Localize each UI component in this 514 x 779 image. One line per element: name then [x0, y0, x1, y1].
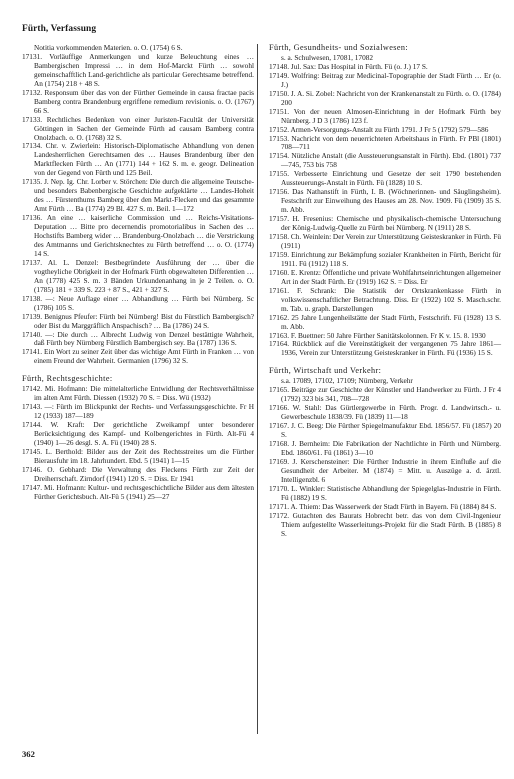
bibliography-entry: 17157. H. Fresenius: Chemische und physikalisch-chemische Untersuchung der König-Ludwig-Quelle zu Fürth bei Nürnberg. N (1911) 28 S. [269, 214, 501, 233]
bibliography-entry: 17166. W. Stahl: Das Gürtlergewerbe in Fürth. Progr. d. Landwirtsch.- u. Gewerbeschule 1838/39. Fü (1839) 11—18 [269, 403, 501, 422]
column-divider [257, 44, 258, 734]
page-number: 362 [22, 749, 35, 759]
bibliography-entry: 17144. W. Kraft: Der gerichtliche Zweikampf unter besonderer Berücksichtigung des Kampf- und Kolbengerichtes in Fürth. Alt-Fü 4 (1940) 1—26 desgl. S. A. Fü (1940) 28 S. [22, 420, 254, 447]
see-also-gesundheitswesen: s. a. Schulwesen, 17081, 17082 [281, 52, 374, 62]
bibliography-entry: 17147. Mi. Hofmann: Kultur- und rechtsgeschichtliche Bilder aus dem ältesten Fürther Gerichtsbuch. Alt-Fü 5 (1941) 25—27 [22, 482, 254, 501]
bibliography-entry: 17159. Einrichtung zur Bekämpfung sozialer Krankheiten in Fürth, Bericht für 1911. Fü (1912) 118 S. [269, 249, 501, 268]
gesundheitswesen-entries [269, 63, 501, 358]
bibliography-entry: 17141. Ein Wort zu seiner Zeit über das wichtige Amt Fürth in Franken … von einem Freund der Wahrheit. Germanien (1796) 32 S. [22, 347, 254, 366]
left-column [22, 44, 254, 502]
bibliography-entry: 17151. Von der neuen Almosen-Einrichtung in der Hofmark Fürth bey Nürnberg. J D 3 (1786) 123 f. [269, 106, 501, 125]
bibliography-entry: 17156. Das Nathanstift in Fürth, I. B. (Wöchnerinnen- und Säuglingsheim). Festschrift zur Einweihung des Hauses am 28. Nov. 1909. Fü (1909) 35 S. m. Abb. [269, 187, 501, 215]
bibliography-entry: 17165. Beiträge zur Geschichte der Künstler und Handwerker zu Fürth. J Fr 4 (1792) 323 bis 341, 708—728 [269, 385, 501, 404]
see-also-wirtschaft: s.a. 17089, 17102, 17109; Nürnberg, Verkehr [281, 376, 413, 386]
bibliography-entry: 17153. Nachricht von dem neuerrichteten Arbeitshaus in Fürth. Fr PBl (1801) 708—711 [269, 133, 501, 152]
bibliography-entry: 17149. Wolfring: Beitrag zur Medicinal-Topographie der Stadt Fürth … Er (o. J.) [269, 70, 501, 89]
left-lead-entries [22, 44, 254, 366]
bibliography-entry: 17152. Armen-Versorgungs-Anstalt zu Fürth 1791. J Fr 5 (1792) 579—586 [269, 124, 489, 134]
bibliography-entry: 17164. Rückblick auf die Vereinstätigkeit der vergangenen 75 Jahre 1861—1936, Verein zur Unterstützung Geisteskranker in Fürth. Fü (1936) 15 S. [269, 339, 501, 358]
bibliography-entry: 17160. E. Krentz: Öffentliche und private Wohlfahrtseinrichtungen allgemeiner Art in der Stadt Fürth. Er (1919) 162 S. = Diss. Er [269, 267, 501, 286]
section-heading-gesundheitswesen: Fürth, Gesundheits- und Sozialwesen: [269, 43, 409, 52]
running-head: Fürth, Verfassung [22, 24, 97, 34]
bibliography-entry: 17137. Al. L. Denzel: Bestbegründete Ausführung der … über die vogtheyliche Obrigkeit in der Hofmark Fürth obgewalteten Differentien … An (1778) 425 S. m. 3 Bänden Urkundenanhang in je 2 Teilen. o. O. (1785) 181 + 339 S. 223 + 87 S., 421 + 327 S. [22, 257, 254, 294]
bibliography-entry: 17162. 25 Jahre Lungenheilstätte der Stadt Fürth, Festschrift. Fü (1928) 13 S. m. Abb. [269, 312, 501, 331]
bibliography-entry: 17134. Chr. v. Zwierlein: Historisch-Diplomatische Abhandlung von denen Landesherrlichen Gerechtsamen des … Hauses Brandenburg über den Marktflecken Fürth … An (1771) 144 + 162 S. m. e. geogr. Delineation von der Gegend von Fürth und 125 Beil. [22, 141, 254, 178]
bibliography-entry: 17146. O. Gebhard: Die Verwaltung des Fleckens Fürth zur Zeit der Dreiherrschaft. Zirndorf (1941) 120 S. = Diss. Er 1941 [22, 464, 254, 483]
bibliography-entry: 17161. F. Schrank: Die Statistik der Ortskrankenkasse Fürth in volkswissenschaftlicher Betrachtung. Diss. Er (1922) 102 S. Masch.schr. m. Tab. u. graph. Darstellungen [269, 285, 501, 313]
bibliography-entry: 17148. Jul. Sax: Das Hospital in Fürth. Fü (o. J.) 17 S. [269, 61, 428, 71]
bibliography-entry: 17132. Responsum über das von der Fürther Gemeinde in causa fractae pacis Bamberg contra Brandenburg ergriffene remedium revisionis. o. O. (1767) 66 S. [22, 87, 254, 115]
bibliography-entry: 17135. J. Nep. Ig. Chr. Lorber v. Störchen: Die durch die allgemeine Teutsche- und besonders Babenbergische Geschichte aufgeklärte … Landes-Hoheit des … Fürstenthums Bamberg über den Markt-Flecken und das gesammte Amt Fürth … Ba (1774) 29 Bl. 427 S. m. Beil. 1—172 [22, 177, 254, 214]
bibliography-entry: 17139. Benignus Pfeufer: Fürth bei Nürnberg! Bist du Fürstlich Bambergisch? oder Bist du Marggräflich Anspachisch? … Ba (1786) 24 S. [22, 311, 254, 330]
bibliography-entry: 17169. J. Kerschensteiner: Die Fürther Industrie in ihrem Einfluße auf die Gesundheit der Arbeiter. M (1874) = Mitt. u. Auszüge a. d. ärztl. Intelligenzbl. 6 [269, 456, 501, 484]
bibliography-entry: 17155. Verbesserte Einrichtung und Gesetze der seit 1790 bestehenden Aussteuerungs-Anstalt in Fürth. Fü (1828) 10 S. [269, 169, 501, 188]
right-column [269, 44, 501, 538]
bibliography-entry: 17168. J. Bernheim: Die Fabrikation der Nachtlichte in Fürth und Nürnberg. Ebd. 1860/61. Fü (1861) 3—10 [269, 438, 501, 457]
bibliography-entry: Notitia vorkommenden Materien. o. O. (1754) 6 S. [34, 43, 183, 52]
bibliography-entry: 17140. —: Die durch … Albrecht Ludwig von Denzel bestättigte Wahrheit, daß Fürth bey Nürnberg Fürstlich Bambergisch sey. Ba (1787) 136 S. [22, 329, 254, 348]
section-heading-wirtschaft: Fürth, Wirtschaft und Verkehr: [269, 366, 382, 376]
bibliography-entry: 17158. Ch. Weinlein: Der Verein zur Unterstützung Geisteskranker in Fürth. Fü (1911) [269, 232, 501, 250]
bibliography-entry: 17167. J. C. Beeg: Die Fürther Spiegelmanufaktur Ebd. 1856/57. Fü (1857) 20 S. [269, 421, 501, 440]
rechtsgeschichte-entries [22, 385, 254, 501]
bibliography-entry: 17145. L. Berthold: Bilder aus der Zeit des Rechtsstreites um die Fürther Bierausfuhr im 18. Jahrhundert. Ebd. 5 (1941) 1—15 [22, 446, 254, 465]
bibliography-entry: 17136. An eine … kaiserliche Commission und … Reichs-Visitations-Deputation … Bitte pro decernendis promotorialibus in Sachen des … Hochstifts Bamberg wider … Brandenburg-Onolzbach … die Verstrickung des Amtmanns und Gerichtsknechtes zu Fürth betreffend … o. O. (1774) 14 S. [22, 213, 254, 258]
wirtschaft-entries [269, 386, 501, 538]
bibliography-entry: 17170. L. Winkler: Statistische Abhandlung der Spiegelglas-Industrie in Fürth. Fü (1882) 19 S. [269, 483, 501, 502]
bibliography-entry: 17172. Gutachten des Baurats Hobrecht betr. das von dem Civil-Ingenieur Thiem aufgestellte Wasserleitungs-Projekt für die Stadt Fürth. B (1885) 8 S. [269, 510, 501, 538]
bibliography-entry: 17133. Rechtliches Bedenken von einer Juristen-Facultät der Universität Göttingen in Sachen der Gemeinde Fürth ad causam Bamberg contra Onolzbach. o. O. (1768) 32 S. [22, 114, 254, 142]
bibliography-entry: 17150. J. A. Si. Zobel: Nachricht von der Krankenanstalt zu Fürth. o. O. (1784) 200 [269, 88, 501, 107]
bibliography-entry: 17131. Vorläuffige Anmerkungen und kurze Beleuchtung eines … Bambergischen Impressi … in dem Hof-Marckt Fürth … sowohl gemeinschafftlich Land-gerichtliche als particular Gerechtsame betreffend. An (1754) 218 + 48 S. [22, 51, 254, 88]
bibliography-entry: 17138. —: Neue Auflage einer … Abhandlung … Fürth bei Nürnberg. Sc (1786) 105 S. [22, 293, 254, 312]
bibliography-entry: 17154. Nützliche Anstalt (die Aussteuerungsanstalt in Fürth). Ebd. (1801) 737—745, 753 bis 758 [269, 151, 501, 170]
bibliography-entry: 17171. A. Thiem: Das Wasserwerk der Stadt Fürth in Bayern. Fü (1884) 84 S. [269, 501, 497, 511]
section-heading-rechtsgeschichte: Fürth, Rechtsgeschichte: [22, 374, 113, 384]
bibliography-entry: 17163. F. Buettner: 50 Jahre Fürther Sanitätskolonnen. Fr K v. 15. 8. 1930 [269, 330, 486, 340]
bibliography-entry: 17143. —: Fürth im Blickpunkt der Rechts- und Verfassungsgeschichte. Fr H 12 (1933) 187—189 [22, 402, 254, 421]
bibliography-entry: 17142. Mi. Hofmann: Die mittelalterliche Entwidlung der Rechtsverhältnisse im alten Amt Fürth. Diessen (1932) 70 S. = Diss. Wü (1932) [22, 384, 254, 403]
